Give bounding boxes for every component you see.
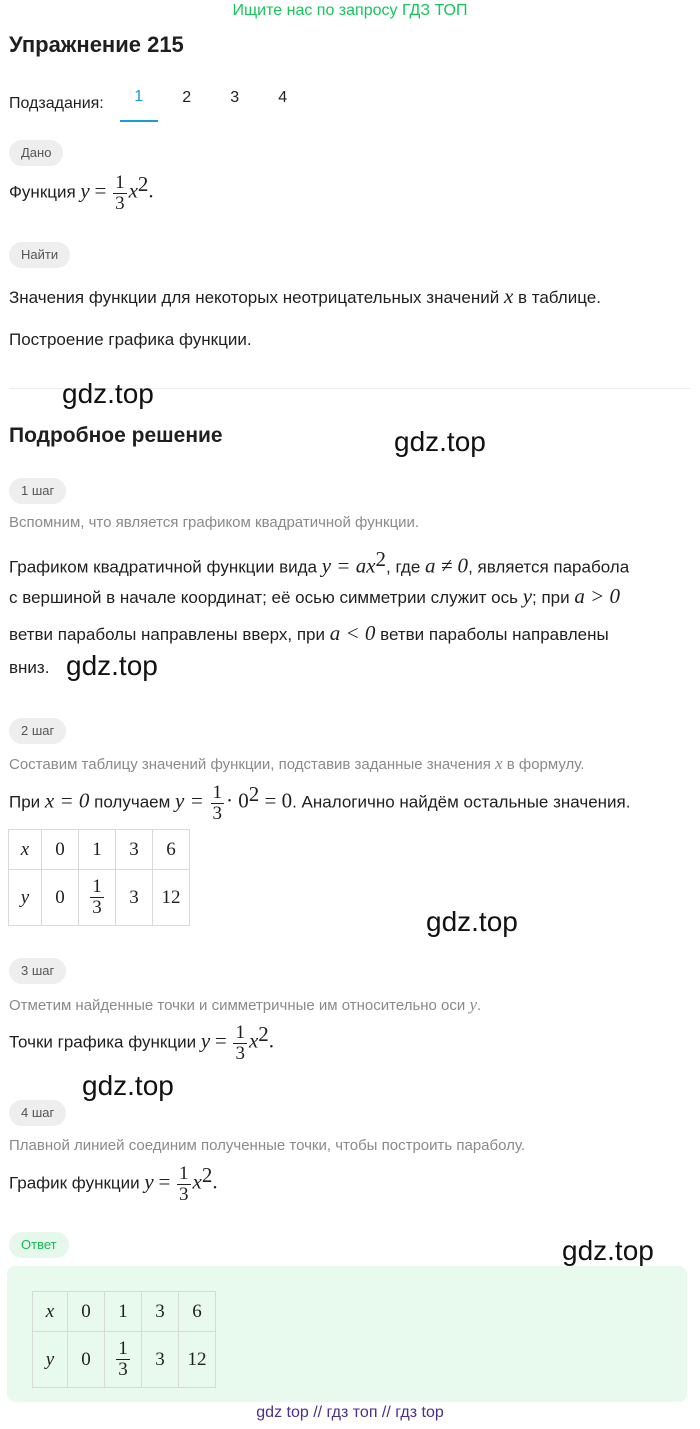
table-cell: 12 [179, 1332, 216, 1388]
step-1-badge: 1 шаг [9, 478, 66, 504]
table-row [9, 830, 190, 870]
table-cell: 0 [42, 830, 79, 870]
table-row [9, 870, 190, 926]
tab-subtask-3[interactable]: 3 [230, 89, 240, 106]
step-2-hint: Составим таблицу значений функции, подставив заданные значения x в формулу. [9, 754, 585, 773]
given-badge: Дано [9, 140, 63, 166]
step-3-badge: 3 шаг [9, 958, 66, 984]
step-4-text: График функции y = $\frac{1}{3}$ $x^2$. [9, 1162, 218, 1205]
tab-subtask-2[interactable]: 2 [182, 89, 192, 106]
table-row [33, 1332, 216, 1388]
table-cell: $\frac{1}{3}$ [79, 870, 116, 926]
step-2-badge: 2 шаг [9, 718, 66, 744]
step-2-line-1: При x = 0 получаем y = $\frac{1}{3}$ · $0^2 = 0$. Аналогично найдём остальные значения. [9, 781, 631, 824]
table-cell: 6 [153, 830, 190, 870]
values-table [8, 829, 190, 926]
step-1-hint: Вспомним, что является графиком квадратичной функции. [9, 514, 420, 531]
solution-heading: Подробное решение [9, 424, 223, 447]
watermark: gdz.top [426, 906, 518, 937]
answer-box [7, 1266, 687, 1402]
answer-badge: Ответ [9, 1232, 69, 1258]
table-cell: 3 [116, 830, 153, 870]
table-cell: 0 [68, 1292, 105, 1332]
table-cell: 1 [105, 1292, 142, 1332]
step-1-line-4: вниз. [9, 658, 50, 677]
step-3-text: Точки графика функции y = $\frac{1}{3}$ $x^2$. [9, 1021, 275, 1064]
table-cell: x [33, 1292, 68, 1332]
subtasks-nav [9, 86, 307, 122]
tab-subtask-1[interactable]: 1 [120, 86, 158, 122]
find-line-1: Значения функции для некоторых неотрицательных значений x в таблице. [9, 284, 601, 308]
find-line-2: Построение графика функции. [9, 330, 252, 349]
step-1-line-3: ветви параболы направлены вверх, при a < 0 ветви параболы направлены [9, 621, 609, 645]
step-1-line-1: Графиком квадратичной функции вида $y = ax^2$, где a ≠ 0, является парабола [9, 547, 630, 578]
watermark: gdz.top [66, 650, 158, 681]
watermark: gdz.top [62, 378, 154, 409]
table-cell: x [9, 830, 42, 870]
page-title: Упражнение 215 [9, 32, 184, 57]
step-4-badge: 4 шаг [9, 1100, 66, 1126]
subtasks-label: Подзадания: [9, 95, 104, 112]
table-row [33, 1292, 216, 1332]
table-cell: $\frac{1}{3}$ [105, 1332, 142, 1388]
tab-subtask-4[interactable]: 4 [278, 89, 288, 106]
watermark: gdz.top [82, 1070, 174, 1101]
table-cell: 0 [42, 870, 79, 926]
table-cell: 3 [142, 1332, 179, 1388]
table-cell: 1 [79, 830, 116, 870]
table-cell: 0 [68, 1332, 105, 1388]
step-3-hint: Отметим найденные точки и симметричные им относительно оси y. [9, 995, 482, 1014]
table-cell: 3 [116, 870, 153, 926]
table-cell: 12 [153, 870, 190, 926]
given-text: Функция y = $\frac{1}{3}$ $x^2$. [9, 171, 154, 214]
step-1-line-2: с вершиной в начале координат; её осью симметрии служит ось y; при a > 0 [9, 584, 621, 608]
find-badge: Найти [9, 242, 70, 268]
watermark: gdz.top [394, 426, 486, 457]
promo-banner[interactable]: Ищите нас по запросу ГДЗ ТОП [232, 2, 468, 19]
table-cell: y [9, 870, 42, 926]
answer-table [32, 1291, 216, 1388]
table-cell: 3 [142, 1292, 179, 1332]
watermark: gdz.top [562, 1235, 654, 1266]
table-cell: y [33, 1332, 68, 1388]
table-cell: 6 [179, 1292, 216, 1332]
footer-links[interactable]: gdz top // гдз топ // гдз top [256, 1404, 444, 1421]
step-4-hint: Плавной линией соединим полученные точки, чтобы построить параболу. [9, 1137, 526, 1154]
